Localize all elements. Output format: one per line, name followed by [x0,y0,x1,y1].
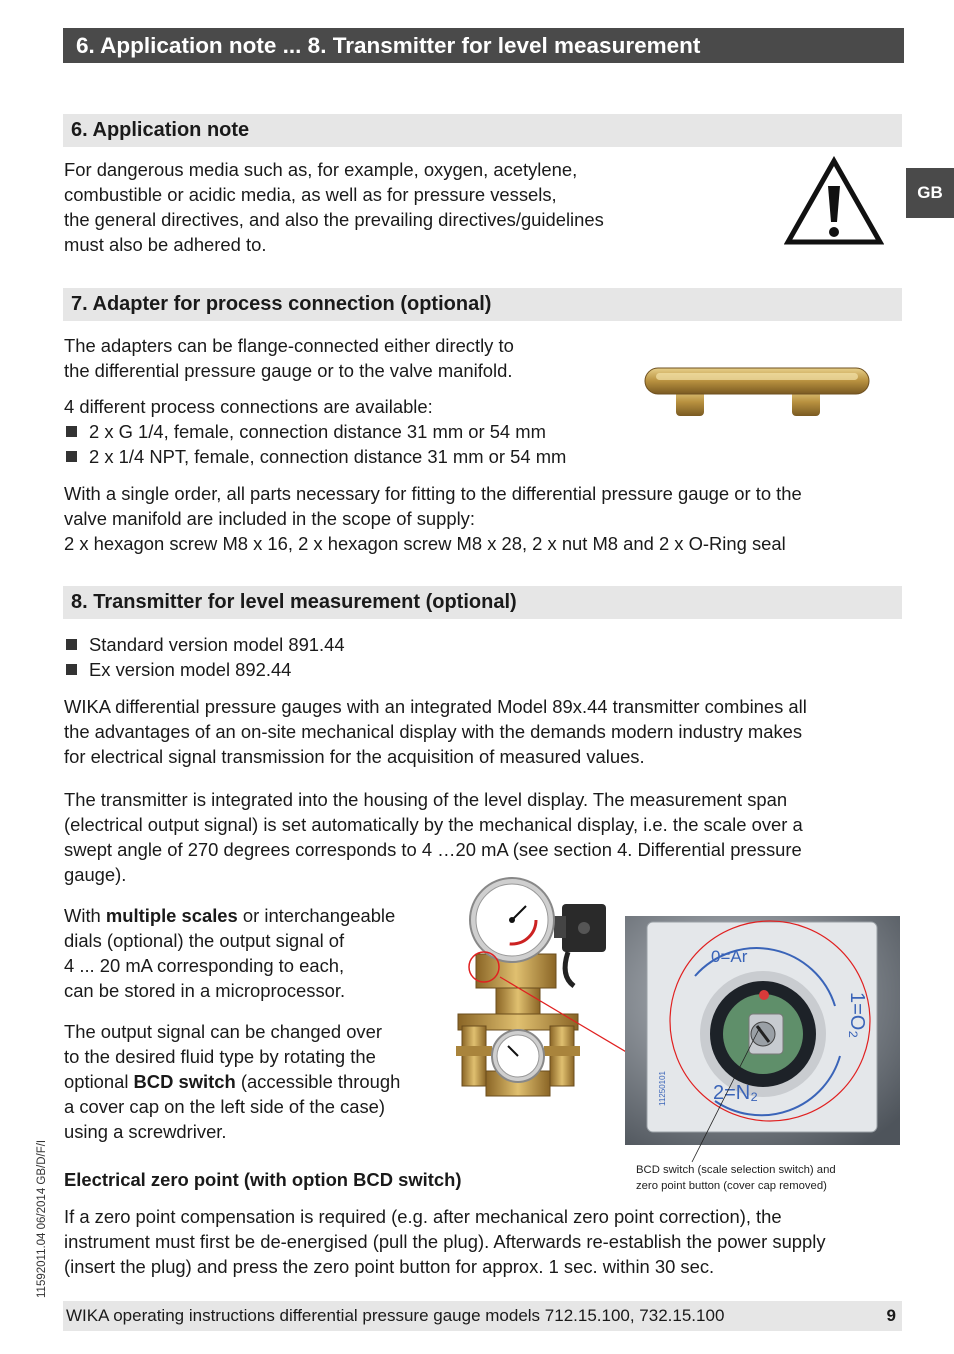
bullet-square-icon [66,639,77,650]
bullet-square-icon [66,451,77,462]
zero-point-paragraph: If a zero point compensation is required (e.g. after mechanical zero point correction), the instrument must first be de-energised (pull the plug). Afterwards re-establish the power supply (insert the plug) and press the zero point button for approx. 1 sec. within 30 sec. [64,1206,826,1277]
multiple-scales-paragraph: With multiple scales or interchangeable dials (optional) the output signal of 4 ... 20 mA corresponding to each, can be stored in a microprocessor. [64,905,396,1001]
section-7-intro: The adapters can be flange-connected either directly to the differential pressure gauge or to the valve manifold. [64,335,514,381]
section-8-paragraph-2: The transmitter is integrated into the housing of the level display. The measurement span (electrical output signal) is set automatically by the mechanical display, i.e. the scale over a swept angle of 270 degrees corresponds to 4 …20 mA (see section 4. Differential pressure gauge). [64,789,803,885]
page-number: 9 [886,1306,896,1325]
switch-part-code: 11250101 [658,1071,667,1106]
caption-pointer-line [690,1025,770,1165]
list-item: 2 x 1/4 NPT, female, connection distance 31 mm or 54 mm [64,444,566,469]
section-8-heading: 8. Transmitter for level measurement (optional) [63,586,902,619]
list-item: 2 x G 1/4, female, connection distance 31 mm or 54 mm [64,419,566,444]
warning-icon [784,156,884,246]
section-7-heading: 7. Adapter for process connection (optional) [63,288,902,321]
switch-label-2: 2=N₂ [713,1082,759,1104]
bullet-square-icon [66,426,77,437]
zero-point-heading: Electrical zero point (with option BCD switch) [64,1169,462,1190]
section-7-supply-text: With a single order, all parts necessary for fitting to the differential pressure gauge or to the valve manifold are included in the scope of supply: 2 x hexagon screw M8 x 16, 2 x hexagon screw M8 x 28, 2 x nut M8 and 2 x O-Ring seal [64,483,802,554]
page-footer [63,1301,902,1331]
list-item: Ex version model 892.44 [64,657,345,682]
adapter-flange-image [642,362,872,420]
list-item: Standard version model 891.44 [64,632,345,657]
language-tab: GB [906,168,954,218]
footer-text: WIKA operating instructions differential pressure gauge models 712.15.100, 732.15.100 [66,1306,725,1325]
section-7-availability: 4 different process connections are available: [64,396,433,417]
section-6-text: For dangerous media such as, for example, oxygen, acetylene, combustible or acidic media, as well as for pressure vessels, the general directives, and also the prevailing directives/guidelines must also be adhered to. [64,159,604,255]
section-7-bullet-list [64,419,566,469]
document-code-vertical: 11592011.04 06/2014 GB/D/F/I [36,1139,48,1298]
section-8-bullet-list [64,632,345,682]
bullet-square-icon [66,664,77,675]
section-6-heading: 6. Application note [63,114,902,147]
page-header-title: 6. Application note ... 8. Transmitter for level measurement [63,28,904,63]
section-8-paragraph-1: WIKA differential pressure gauges with an integrated Model 89x.44 transmitter combines all the advantages of an on-site mechanical display with the demands modern industry makes for electrical signal transmission for the acquisition of measured values. [64,696,807,767]
switch-label-0: 0=Ar [711,947,748,966]
switch-label-1: 1=O₂ [846,992,868,1039]
bcd-switch-paragraph: The output signal can be changed over to the desired fluid type by rotating the optional BCD switch (accessible through a cover cap on the left side of the case) using a screwdriver. [64,1021,401,1142]
photo-caption: BCD switch (scale selection switch) and zero point button (cover cap removed) [636,1164,836,1192]
